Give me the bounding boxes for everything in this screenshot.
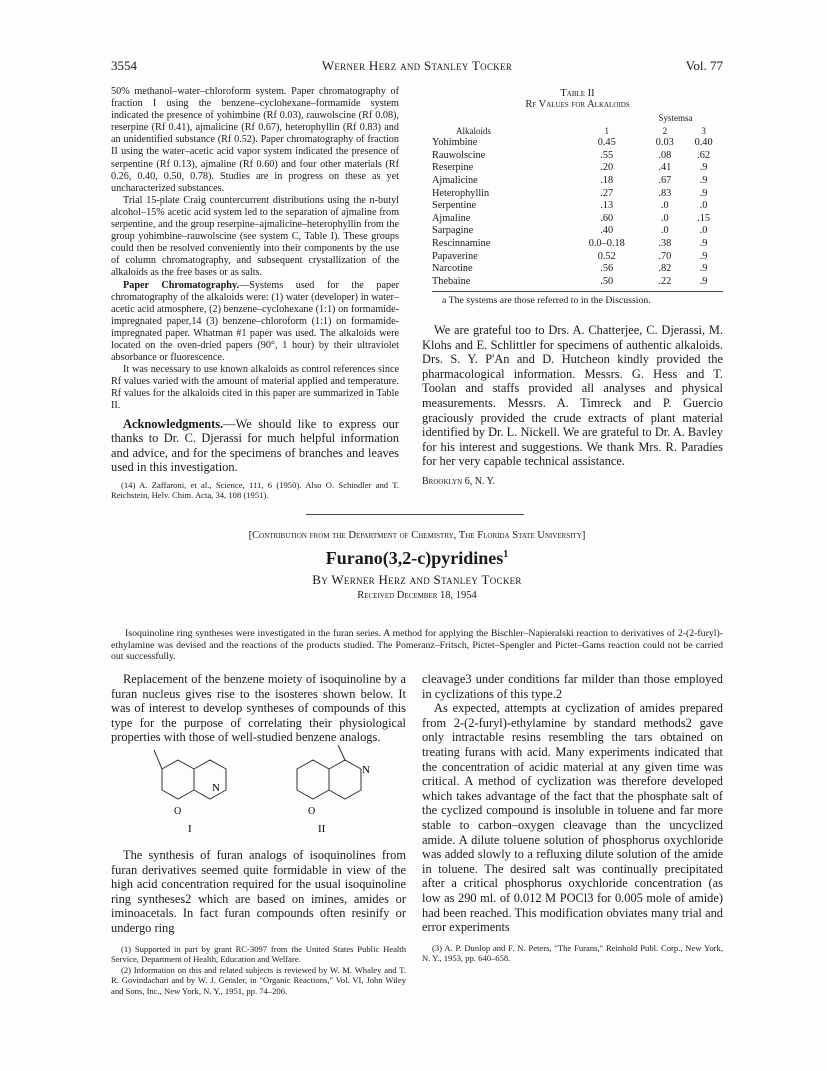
lower-left-column-continued (111, 848, 406, 997)
rf-value: .20 (600, 162, 614, 174)
rf-value: .15 (697, 212, 711, 224)
paragraph: cleavage3 under conditions far milder than those employed in cyclizations of this type.2 (422, 672, 723, 701)
table-row (432, 225, 723, 238)
column-header: 3 (701, 125, 706, 136)
oxygen-label: O (308, 806, 316, 817)
alkaloid-name: Serpentine (432, 200, 477, 212)
rf-value: .18 (600, 174, 614, 186)
rf-value: .08 (658, 149, 672, 161)
table-row (432, 137, 723, 150)
rf-value: 0.0–0.18 (588, 237, 625, 249)
alkaloid-name: Sarpagine (432, 225, 474, 237)
structure-i (154, 750, 226, 835)
rf-value: .22 (658, 275, 672, 287)
rf-value: .70 (658, 250, 672, 262)
column-header: 2 (662, 125, 668, 136)
rf-value: .60 (600, 212, 614, 224)
rf-value: 0.40 (694, 137, 713, 149)
rf-value: .0 (699, 200, 708, 212)
rf-value: .13 (600, 200, 614, 212)
nitrogen-label: N (362, 764, 370, 776)
table-ii (432, 88, 723, 306)
upper-right-column (422, 323, 723, 490)
alkaloid-name: Ajmaline (432, 212, 471, 224)
paragraph: It was necessary to use known alkaloids as control references since Rf values varied with the amount of material applied and temperature. Rf values for the alkaloids cited in this paper are summarized in Table II. (111, 364, 399, 412)
upper-left-column: 50% methanol–water–chloroform system. Paper chromatography of fraction I using the benzene–cyclohexane–formamide system indicated the presence of yohimbine (Rf 0.03), rauwolscine (Rf 0.08), reserpine (Rf 0.41), ajmalicine (Rf 0.67), heterophyllin (Rf 0.83) and an unidentified substance (Rf 0.52). Paper chromatography of fraction II using the water–acetic acid vapor system indicated the presence of serpentine (Rf 0.13), ajmaline (Rf 0.60) and four other materials (Rf 0.26, 0.40, 0.50, 0.78). Studies are in progress on these as yet uncharacterized substances. Trial 15-plate Craig countercurrent distributions using the n-butyl alcohol–15% acetic acid system led to the separation of ajmaline from serpentine, and the group reserpine–ajmalicine–heterophyllin from the group yohimbine–rauwolscine (see system C, Table I). These groups could then be resolved conveniently into their components by the use of column chromatography, and subsequent crystallization of the alkaloids as the free bases or as salts. Paper Chromatography.—Systems used for the paper chromatography of the alkaloids were: (1) water (developer) in water–acetic acid atmosphere, (2) benzene–cyclohexane (1:1) on formamide-impregnated paper,14 (3) benzene–chloroform (1:1) on formamide-impregnated paper. Whatman #1 paper was used. The alkaloids were located on the oven-dried papers (90°, 1 hour) by their ultraviolet absorbance or fluorescence. It was necessary to use known alkaloids as control references since Rf values varied with the amount of material applied and temperature. Rf values for the alkaloids cited in this paper are summarized in Table II. Acknowledgments.—We should like to express our thanks to Dr. C. Djerassi for much helpful information and advice, and for the specimens of branches and leaves used in this investigation. (14) A. Zaffaroni, et al., Science, 111, 6 (1950). Also O. Schindler and T. Reichstein, Helv. Chim. Acta, 34, 108 (1951). (111, 86, 399, 501)
table-row (432, 238, 723, 251)
paragraph: As expected, attempts at cyclization of amides prepared from 2-(2-furyl)-ethylamine by standard methods2 gave only intractable resins resembling the tars obtained on treating furans with acid. Many experiments indicated that the concentration of acidic material at any given time was critical. A method of cyclization was therefore developed which takes advantage of the fact that the phosphate salt of the cyclized compound is insoluble in toluene and far more stable to carbon–oxygen cleavage than the uncyclized amide. A dilute toluene solution of phosphorus oxychloride was added slowly to a refluxing dilute solution of the amide in toluene. The desired salt was continually precipitated after a critical phosphorus oxychloride concentration (as low as 290 ml. of 0.012 M POCl3 for 0.005 mole of amide) had been reached. This modification obviates many trial and error experiments (422, 701, 723, 935)
paragraph: 50% methanol–water–chloroform system. Paper chromatography of fraction I using the benzene–cyclohexane–formamide system indicated the presence of yohimbine (Rf 0.03), rauwolscine (Rf 0.08), reserpine (Rf 0.41), ajmalicine (Rf 0.67), heterophyllin (Rf 0.83) and an unidentified substance (Rf 0.52). Paper chromatography of fraction II using the water–acetic acid vapor system indicated the presence of serpentine (Rf 0.13), ajmaline (Rf 0.60) and four other materials (Rf 0.26, 0.40, 0.50, 0.78). Studies are in progress on these as yet uncharacterized substances. (111, 86, 399, 194)
rf-value: .9 (699, 237, 708, 249)
volume-label: Vol. 77 (685, 58, 723, 73)
paragraph: Systems used for the paper chromatography of the alkaloids were: (1) water (developer) in water–acetic acid atmosphere, (2) benzene–cyclohexane (1:1) on formamide-impregnated paper,14 (3) benzene–chloroform (1:1) on formamide-impregnated paper. Whatman #1 paper was used. The alkaloids were located on the oven-dried papers (90°, 1 hour) by their ultraviolet absorbance or fluorescence. (111, 279, 399, 364)
footnote: (14) A. Zaffaroni, et al., Science, 111, 6 (1950). Also O. Schindler and T. Reichstein, Helv. Chim. Acta, 34, 108 (1951). (111, 479, 399, 501)
structure-label: II (318, 823, 326, 835)
thanks-paragraph: We are grateful too to Drs. A. Chatterjee, C. Djerassi, M. Klohs and E. Schlittler for specimens of authentic alkaloids. Drs. S. Y. P'An and D. Hutcheon kindly provided the pharmacological information. Messrs. G. Hess and T. Toolan and staffs provided all analyses and physical measurements. Messrs. A. Timreck and P. Guercio graciously provided the crude extracts of plant material identified by Dr. L. Nickell. We are grateful to Dr. A. Bavley for his interest and suggestions. We thank Mrs. R. Paradies for her very capable technical assistance. (422, 323, 723, 469)
article-header (111, 530, 723, 601)
table-row (432, 188, 723, 201)
isostere-structures (130, 740, 400, 840)
running-header (111, 58, 723, 76)
section-heading: Paper Chromatography. (123, 279, 240, 291)
byline: By Werner Herz and Stanley Tocker (312, 572, 522, 587)
rf-value: .0 (699, 225, 708, 237)
rf-value: .62 (697, 149, 711, 161)
rf-value: .38 (658, 237, 672, 249)
alkaloid-name: Narcotine (432, 263, 473, 275)
rf-value: .9 (699, 250, 708, 262)
rf-value: .50 (600, 275, 614, 287)
rf-value: .27 (600, 187, 614, 199)
table-row (432, 200, 723, 213)
table-row (432, 263, 723, 276)
lower-right-column (422, 672, 723, 964)
rf-value: .55 (600, 149, 614, 161)
table-row (432, 213, 723, 226)
table-row (432, 276, 723, 289)
table-row (432, 162, 723, 175)
table-title: Table II (560, 88, 595, 99)
received-date: Received December 18, 1954 (357, 590, 477, 601)
alkaloid-name: Reserpine (432, 162, 474, 174)
running-authors: Werner Herz and Stanley Tocker (321, 58, 513, 73)
acknowledgments-text: —We should like to express our thanks to Dr. C. Djerassi for much helpful information and advice, and for the specimens of branches and leaves used in this investigation. (111, 416, 399, 475)
alkaloid-name: Heterophyllin (432, 187, 490, 199)
table-note: a The systems are those referred to in the Discussion. (442, 295, 651, 307)
alkaloid-name: Rauwolscine (432, 149, 486, 161)
column-header: Alkaloids (456, 125, 491, 136)
structure-ii (297, 745, 370, 835)
alkaloid-name: Papaverine (432, 250, 478, 262)
footnote: (1) Supported in part by grant RC-3097 from the United States Public Health Service, Department of Health, Education and Welfare. (111, 943, 406, 964)
rf-value: .67 (658, 174, 672, 186)
systems-label: Systemsa (658, 113, 693, 123)
rf-value: .9 (699, 263, 708, 275)
footnote: (3) A. P. Dunlop and F. N. Peters, "The Furans," Reinhold Publ. Corp., New York, N. Y., 1953, pp. 640–658. (422, 942, 723, 963)
rf-value: 0.45 (597, 137, 616, 149)
rf-value: .9 (699, 275, 708, 287)
rf-value: .82 (658, 263, 672, 275)
paragraph: Trial 15-plate Craig countercurrent distributions using the n-butyl alcohol–15% acetic acid system led to the separation of ajmaline from serpentine, and the group reserpine–ajmalicine–heterophyllin from the group yohimbine–rauwolscine (see system C, Table I). These groups could then be resolved conveniently into their components by the use of column chromatography, and subsequent crystallization of the alkaloids as the free bases or as salts. (111, 194, 399, 279)
table-row (432, 175, 723, 188)
rf-value: .41 (658, 162, 672, 174)
rf-value: .83 (658, 187, 672, 199)
rf-value: .9 (699, 162, 708, 174)
rf-value: .9 (699, 187, 708, 199)
page-number: 3554 (111, 58, 137, 73)
rf-value: .56 (600, 263, 614, 275)
address: Brooklyn 6, N. Y. (422, 475, 495, 487)
alkaloid-name: Ajmalicine (432, 174, 478, 186)
oxygen-label: O (174, 806, 182, 817)
footnote: (2) Information on this and related subjects is reviewed by W. M. Whaley and T. R. Govindachari and by W. J. Gensler, in "Organic Reactions," Vol. VI, John Wiley and Sons, Inc., New York, N. Y., 1951, pp. 74–206. (111, 965, 406, 996)
rf-value: .0 (660, 200, 669, 212)
column-header: 1 (604, 125, 609, 136)
rf-value: .0 (660, 212, 669, 224)
rf-value: .40 (600, 225, 614, 237)
alkaloid-name: Thebaine (432, 275, 471, 287)
structure-label: I (188, 823, 192, 835)
nitrogen-label: N (212, 782, 220, 794)
paragraph: The synthesis of furan analogs of isoquinolines from furan derivatives seemed quite formidable in view of the high acid concentration required for the usual isoquinoline ring syntheses2 which are based on imines, amides or iminoacetals. In fact furan compounds often resinify or undergo ring (111, 848, 406, 935)
contribution-line: [Contribution from the Department of Chemistry, The Florida State University] (248, 530, 586, 541)
table-row (432, 150, 723, 163)
rf-value: .9 (699, 174, 708, 186)
alkaloid-name: Yohimbine (432, 137, 478, 149)
acknowledgments-heading: Acknowledgments. (123, 416, 224, 431)
rf-value: 0.52 (597, 250, 616, 262)
rf-value: 0.03 (655, 137, 674, 149)
rf-table (432, 112, 723, 288)
lower-left-column (111, 672, 406, 745)
article-separator (306, 514, 524, 515)
table-subtitle: Rf Values for Alkaloids (525, 99, 630, 110)
alkaloid-name: Rescinnamine (432, 237, 491, 249)
rf-value: .0 (660, 225, 669, 237)
abstract: Isoquinoline ring syntheses were investigated in the furan series. A method for applying the Bischler–Napieralski reaction to derivatives of 2-(2-furyl)-ethylamine was devised and the reactions of the products studied. The Pomeranz–Fritsch, Pictet–Spengler and Pictet–Gams reaction could not be carried out successfully. (111, 628, 723, 662)
table-row (432, 251, 723, 264)
paragraph: Replacement of the benzene moiety of isoquinoline by a furan nucleus gives rise to the isosteres shown below. It was of interest to develop syntheses of compounds of this type for the purpose of correlating their physiological properties with those of well-studied benzene analogs. (111, 672, 406, 745)
article-title: Furano(3,2-c)pyridines$^1$ (325, 548, 509, 568)
